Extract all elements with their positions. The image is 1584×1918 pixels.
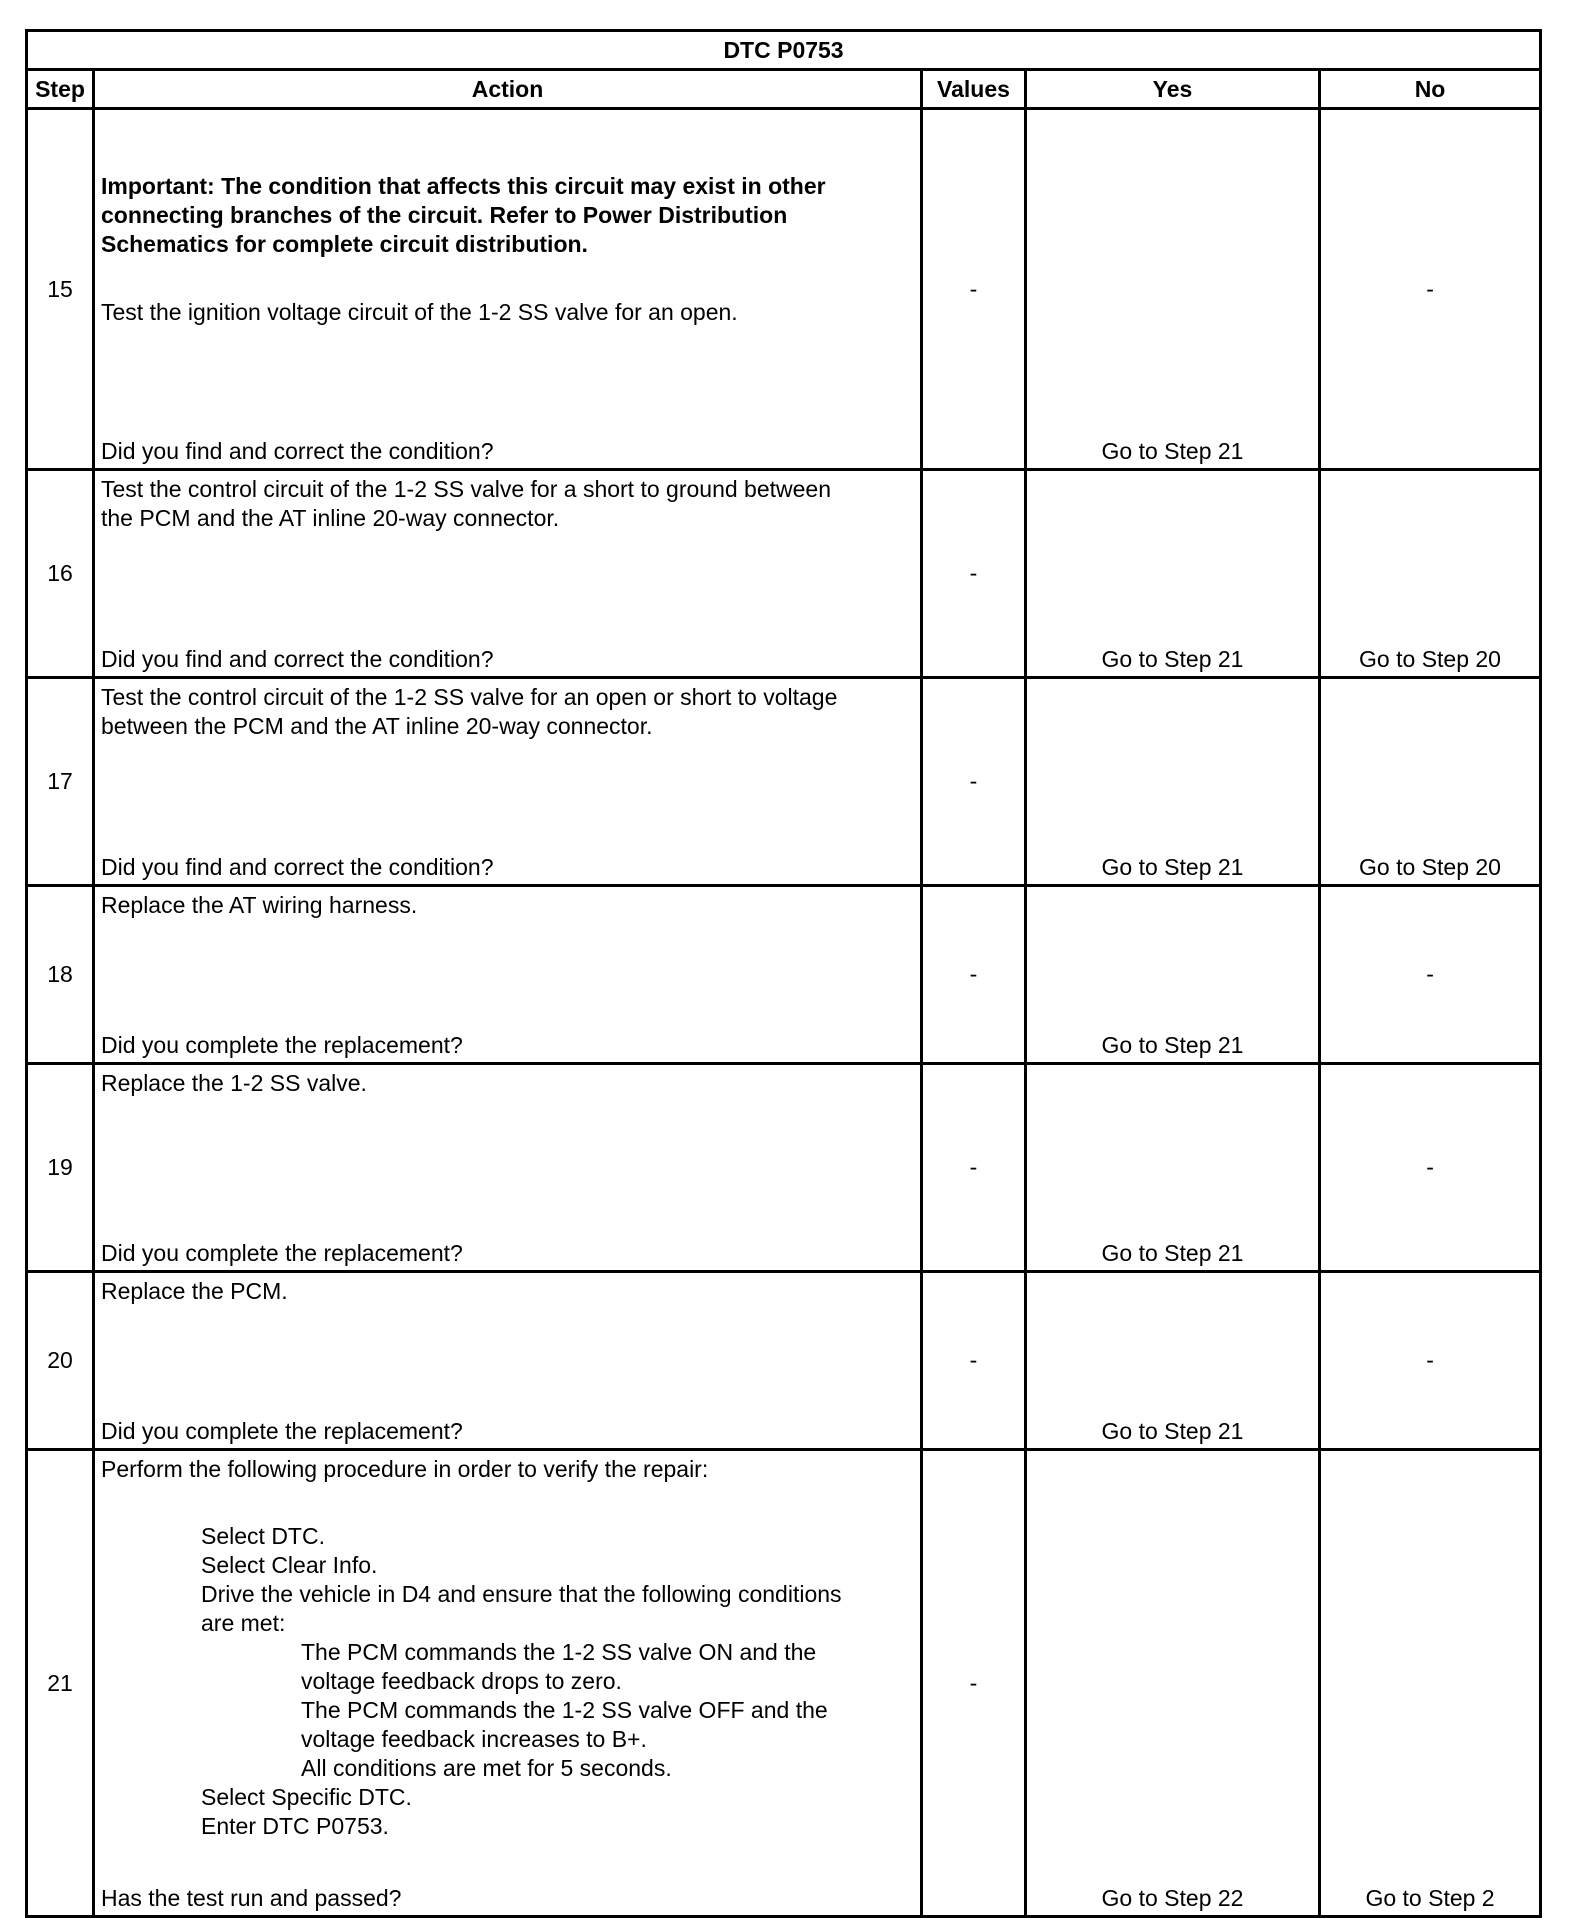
action-text: between the PCM and the AT inline 20-way connector.: [101, 713, 653, 739]
procedure-step: Select Clear Info.: [201, 1552, 378, 1578]
action-question: Has the test run and passed?: [101, 1885, 402, 1911]
dtc-table: [25, 29, 1542, 1918]
action-cell: [94, 1064, 922, 1272]
step-number: 17: [27, 678, 94, 886]
action-question: Did you complete the replacement?: [101, 1418, 463, 1444]
action-cell: [94, 1450, 922, 1917]
no-cell: Go to Step 2: [1320, 1450, 1541, 1917]
action-text: the PCM and the AT inline 20-way connector.: [101, 505, 560, 531]
action-text: Test the control circuit of the 1-2 SS valve for a short to ground between: [101, 476, 832, 502]
header-action: Action: [94, 70, 922, 109]
values-cell: -: [922, 886, 1026, 1064]
procedure-step: Drive the vehicle in D4 and ensure that the following conditions: [201, 1581, 842, 1607]
action-text: Replace the PCM.: [101, 1278, 288, 1304]
header-row: [27, 70, 1541, 109]
values-cell: -: [922, 1064, 1026, 1272]
procedure-step: Select Specific DTC.: [201, 1784, 412, 1810]
values-cell: -: [922, 470, 1026, 678]
yes-cell: Go to Step 21: [1026, 886, 1320, 1064]
step-number: 19: [27, 1064, 94, 1272]
header-yes: Yes: [1026, 70, 1320, 109]
values-cell: -: [922, 678, 1026, 886]
no-cell: -: [1320, 1064, 1541, 1272]
no-cell: -: [1320, 886, 1541, 1064]
important-note-line: connecting branches of the circuit. Refer to Power Distribution: [101, 202, 788, 228]
values-cell: -: [922, 1450, 1026, 1917]
action-cell: [94, 109, 922, 470]
yes-cell: Go to Step 22: [1026, 1450, 1320, 1917]
procedure-substep: The PCM commands the 1-2 SS valve OFF and the: [301, 1697, 828, 1723]
table-row: [27, 109, 1541, 470]
no-cell: Go to Step 20: [1320, 470, 1541, 678]
action-intro: Perform the following procedure in order to verify the repair:: [101, 1456, 709, 1482]
procedure-substep: All conditions are met for 5 seconds.: [301, 1755, 672, 1781]
action-question: Did you complete the replacement?: [101, 1032, 463, 1058]
action-question: Did you find and correct the condition?: [101, 646, 494, 672]
procedure-step: are met:: [201, 1610, 286, 1636]
action-cell: [94, 886, 922, 1064]
action-question: Did you find and correct the condition?: [101, 854, 494, 880]
values-cell: -: [922, 109, 1026, 470]
table-row: [27, 1450, 1541, 1917]
table-row: [27, 886, 1541, 1064]
step-number: 21: [27, 1450, 94, 1917]
yes-cell: Go to Step 21: [1026, 678, 1320, 886]
important-note-line: Important: The condition that affects this circuit may exist in other: [101, 173, 826, 199]
table-row: [27, 678, 1541, 886]
step-number: 20: [27, 1272, 94, 1450]
step-number: 18: [27, 886, 94, 1064]
important-note-line: Schematics for complete circuit distribution.: [101, 231, 588, 257]
header-no: No: [1320, 70, 1541, 109]
header-values: Values: [922, 70, 1026, 109]
procedure-step: Enter DTC P0753.: [201, 1813, 389, 1839]
action-question: Did you find and correct the condition?: [101, 438, 494, 464]
step-number: 16: [27, 470, 94, 678]
action-text: Replace the 1-2 SS valve.: [101, 1070, 367, 1096]
no-cell: Go to Step 20: [1320, 678, 1541, 886]
action-text: Test the ignition voltage circuit of the 1-2 SS valve for an open.: [101, 299, 738, 325]
title-row: [27, 31, 1541, 70]
values-cell: -: [922, 1272, 1026, 1450]
yes-cell: Go to Step 21: [1026, 470, 1320, 678]
table-row: [27, 470, 1541, 678]
action-text: Test the control circuit of the 1-2 SS valve for an open or short to voltage: [101, 684, 838, 710]
step-number: 15: [27, 109, 94, 470]
table-row: [27, 1272, 1541, 1450]
procedure-substep: voltage feedback increases to B+.: [301, 1726, 647, 1752]
action-cell: [94, 470, 922, 678]
header-step: Step: [27, 70, 94, 109]
action-cell: [94, 678, 922, 886]
procedure-substep: voltage feedback drops to zero.: [301, 1668, 622, 1694]
yes-cell: Go to Step 21: [1026, 1064, 1320, 1272]
action-cell: [94, 1272, 922, 1450]
no-cell: -: [1320, 109, 1541, 470]
table-row: [27, 1064, 1541, 1272]
procedure-substep: The PCM commands the 1-2 SS valve ON and the: [301, 1639, 817, 1665]
yes-cell: Go to Step 21: [1026, 1272, 1320, 1450]
no-cell: -: [1320, 1272, 1541, 1450]
action-text: Replace the AT wiring harness.: [101, 892, 418, 918]
table-title: DTC P0753: [27, 31, 1541, 70]
action-question: Did you complete the replacement?: [101, 1240, 463, 1266]
procedure-step: Select DTC.: [201, 1523, 325, 1549]
yes-cell: Go to Step 21: [1026, 109, 1320, 470]
